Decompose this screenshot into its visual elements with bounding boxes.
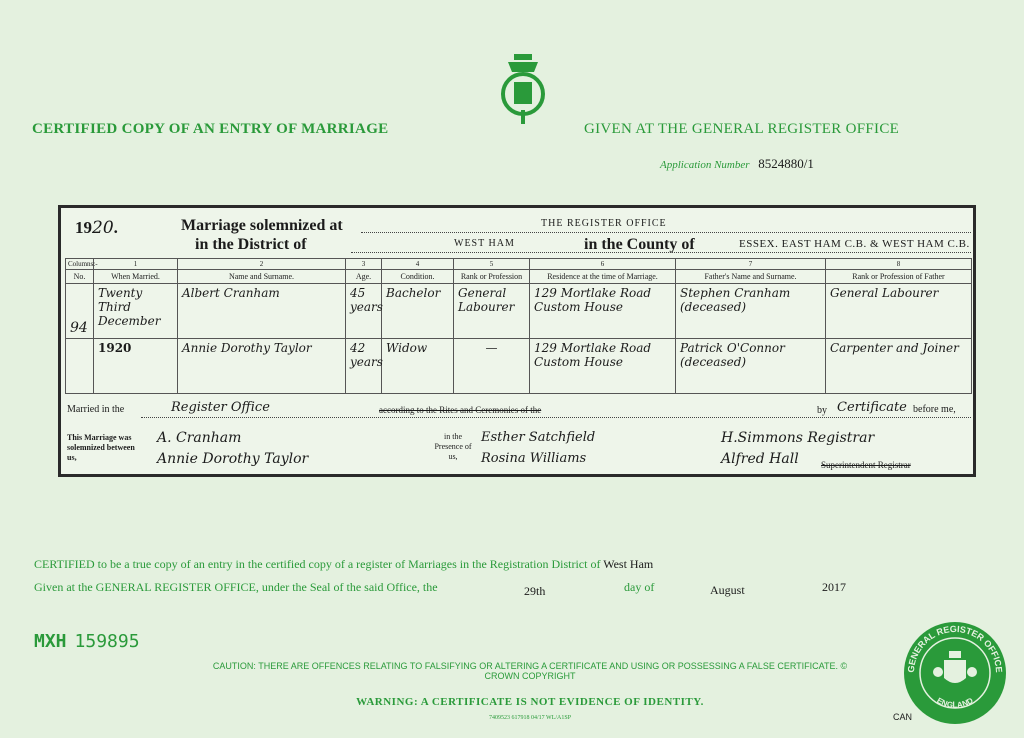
given-at-label: GIVEN AT THE GENERAL REGISTER OFFICE	[584, 121, 900, 137]
certified-year: 2017	[822, 580, 846, 594]
table-row: 94 Twenty Third December Albert Cranham 45 years Bachelor General Labourer 129 Mortlake Road Custom House Stephen Cranham (deceased) General Labourer	[66, 284, 972, 339]
document-title: CERTIFIED COPY OF AN ENTRY OF MARRIAGE	[32, 121, 389, 137]
register-office-value: THE REGISTER OFFICE	[541, 218, 667, 229]
county-label: in the County of	[584, 236, 695, 253]
certified-month: August	[710, 583, 745, 597]
day-of-label: day of	[624, 580, 655, 594]
print-code: 7409523 617918 04/17 WL/A1SP	[488, 715, 572, 721]
certified-day: 29th	[524, 584, 546, 598]
entry-year: 1920.	[75, 218, 118, 238]
given-at-line: Given at the GENERAL REGISTER OFFICE, under the Seal of the said Office, the	[34, 580, 438, 594]
rites-label: according to the Rites and Ceremonies of the	[379, 405, 542, 415]
superintendent-title: Superintendent Registrar	[821, 460, 911, 470]
application-number-label: Application Number	[660, 159, 750, 171]
table-row: 1920 Annie Dorothy Taylor 42 years Widow — 129 Mortlake Road Custom House Patrick O'Connor (deceased) Carpenter and Joiner	[66, 339, 972, 394]
serial-number: MXH 159895	[34, 631, 140, 652]
signature-witness-2: Rosina Williams	[481, 451, 587, 466]
by-label: by	[817, 405, 827, 416]
district-value: WEST HAM	[454, 238, 515, 249]
application-number-row	[660, 156, 814, 172]
this-marriage-label: This Marriage was solemnized between us,	[67, 433, 135, 462]
signature-witness-1: Esther Satchfield	[481, 430, 596, 445]
county-value: ESSEX. EAST HAM C.B. & WEST HAM C.B.	[739, 238, 970, 250]
application-number: 8524880/1	[758, 156, 814, 171]
column-headers-row: No. When Married. Name and Surname. Age. Condition. Rank or Profession Residence at the time of Marriage. Father's Name and Surname. Rank or Profession of Father	[66, 270, 972, 284]
signature-superintendent: Alfred Hall	[721, 451, 799, 467]
signature-bride: Annie Dorothy Taylor	[157, 451, 309, 467]
can-code: CAN	[893, 712, 913, 722]
married-in-place: Register Office	[171, 400, 270, 415]
signature-registrar: H.Simmons Registrar	[721, 430, 875, 446]
warning-text: WARNING: A CERTIFICATE IS NOT EVIDENCE OF IDENTITY.	[356, 696, 704, 708]
svg-text:GENERAL REGISTER OFFICE: GENERAL REGISTER OFFICE	[905, 623, 1005, 673]
certified-line: CERTIFIED to be a true copy of an entry in the certified copy of a register of Marriages in the Registration District of West Ham	[34, 557, 654, 571]
presence-label: in the Presence of us,	[434, 432, 472, 461]
married-in-label: Married in the	[67, 404, 125, 415]
certified-district: West Ham	[603, 557, 654, 571]
royal-crest-icon	[494, 52, 552, 128]
column-numbers-row: Columns:- 1 2 3 4 5 6 7 8	[66, 259, 972, 270]
register-office-seal	[902, 620, 1008, 726]
signature-groom: A. Cranham	[157, 430, 242, 446]
svg-text:ENGLAND: ENGLAND	[935, 695, 975, 710]
register-entry	[58, 205, 976, 477]
by-value: Certificate	[837, 400, 907, 415]
before-me-label: before me,	[913, 404, 956, 415]
marriage-register-table	[65, 258, 972, 394]
caution-text: CAUTION: THERE ARE OFFENCES RELATING TO FALSIFYING OR ALTERING A CERTIFICATE AND USING OR POSSESSING A FALSE CERTIFICATE. © CROWN COPYRIGHT	[212, 661, 848, 681]
solemnized-label: Marriage solemnized at in the District of	[181, 217, 343, 253]
